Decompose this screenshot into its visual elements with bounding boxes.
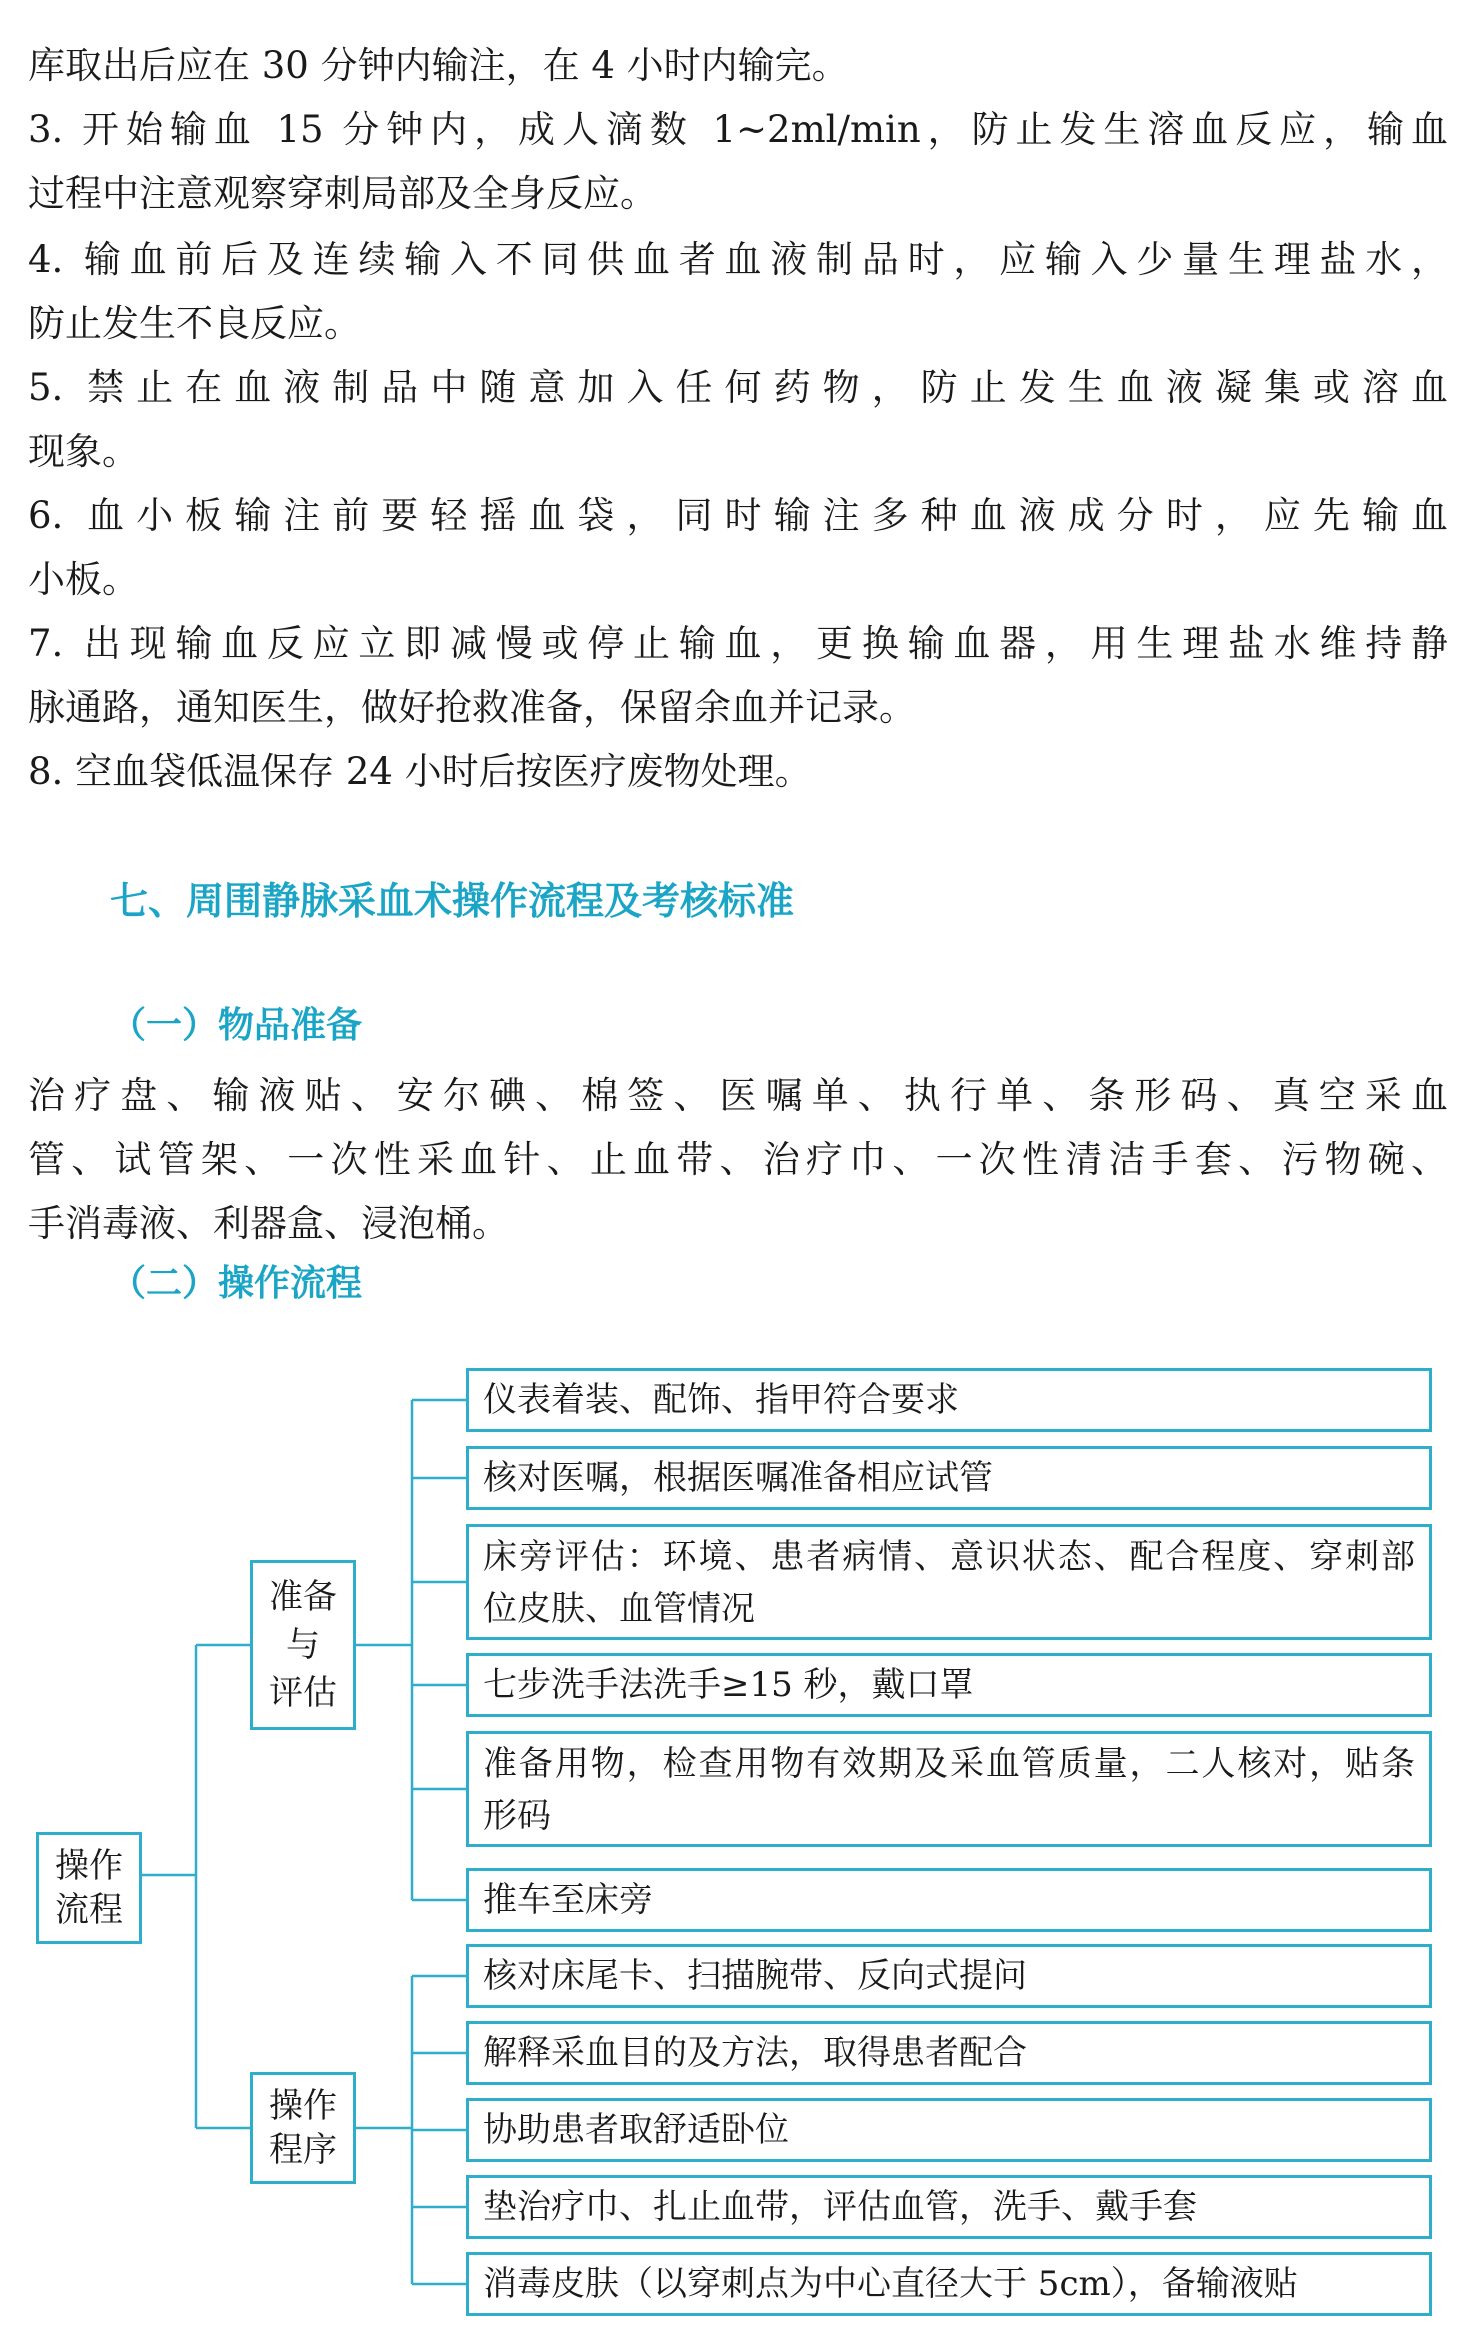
subsection-supplies-title: （一）物品准备 <box>110 1005 363 1046</box>
flow-proc-item <box>466 1944 1432 2008</box>
flow-proc-item <box>466 2021 1432 2085</box>
paragraph-4-line-2: 防止发生不良反应。 <box>28 302 361 345</box>
paragraph-7-line-2: 脉通路，通知医生，做好抢救准备，保留余血并记录。 <box>28 686 916 729</box>
flow-prep-item-text: 七步洗手法洗手≥15 秒，戴口罩 <box>483 1665 974 1705</box>
flow-prep-item-text: 仪表着装、配饰、指甲符合要求 <box>483 1380 959 1420</box>
flow-proc-item-text: 协助患者取舒适卧位 <box>483 2110 789 2150</box>
flow-prep-item-text-line-2: 形码 <box>483 1796 551 1836</box>
flow-proc-item <box>466 2175 1432 2239</box>
paragraph-6-line-2: 小板。 <box>28 558 139 601</box>
paragraph-line: 库取出后应在 30 分钟内输注，在 4 小时内输完。 <box>28 44 849 87</box>
flow-prep-item <box>466 1868 1432 1932</box>
paragraph-4-line-1: 4. 输血前后及连续输入不同供血者血液制品时，应输入少量生理盐水， <box>28 238 1448 281</box>
flow-prep-item-text-line-1: 床旁评估：环境、患者病情、意识状态、配合程度、穿刺部 <box>483 1537 1415 1577</box>
flow-prep-item <box>466 1731 1432 1847</box>
flow-prep-item <box>466 1524 1432 1640</box>
supplies-line-2: 管、试管架、一次性采血针、止血带、治疗巾、一次性清洁手套、污物碗、 <box>28 1138 1448 1181</box>
flow-prep-item-text-line-2: 位皮肤、血管情况 <box>483 1589 755 1629</box>
flow-proc-item <box>466 2098 1432 2162</box>
paragraph-6-line-1: 6. 血小板输注前要轻摇血袋，同时输注多种血液成分时，应先输血 <box>28 494 1448 537</box>
paragraph-3-line-2: 过程中注意观察穿刺局部及全身反应。 <box>28 172 657 215</box>
flow-proc-item-text: 垫治疗巾、扎止血带，评估血管，洗手、戴手套 <box>483 2187 1197 2227</box>
paragraph-5-line-1: 5. 禁止在血液制品中随意加入任何药物，防止发生血液凝集或溶血 <box>28 366 1448 409</box>
flow-prep-item-text-line-1: 准备用物，检查用物有效期及采血管质量，二人核对，贴条 <box>483 1744 1415 1784</box>
supplies-line-3: 手消毒液、利器盒、浸泡桶。 <box>28 1202 509 1245</box>
section-title: 七、周围静脉采血术操作流程及考核标准 <box>110 879 795 923</box>
flow-group-prep: 准备 与 评估 <box>250 1560 356 1730</box>
flow-prep-item-text: 推车至床旁 <box>483 1880 653 1920</box>
flow-proc-item <box>466 2252 1432 2316</box>
paragraph-5-line-2: 现象。 <box>28 430 139 473</box>
flow-root-node: 操作 流程 <box>36 1832 142 1944</box>
paragraph-8: 8. 空血袋低温保存 24 小时后按医疗废物处理。 <box>28 750 812 793</box>
flow-group-proc: 操作 程序 <box>250 2072 356 2184</box>
flow-proc-item-text: 解释采血目的及方法，取得患者配合 <box>483 2033 1027 2073</box>
subsection-flow-title: （二）操作流程 <box>110 1263 363 1304</box>
flow-prep-item <box>466 1446 1432 1510</box>
flow-proc-item-text: 核对床尾卡、扫描腕带、反向式提问 <box>483 1956 1027 1996</box>
flow-prep-item <box>466 1368 1432 1432</box>
paragraph-3-line-1: 3. 开始输血 15 分钟内，成人滴数 1~2ml/min，防止发生溶血反应，输血 <box>28 108 1448 151</box>
flow-proc-item-text: 消毒皮肤（以穿刺点为中心直径大于 5cm），备输液贴 <box>483 2264 1298 2304</box>
supplies-line-1: 治疗盘、输液贴、安尔碘、棉签、医嘱单、执行单、条形码、真空采血 <box>28 1074 1448 1117</box>
flow-prep-item <box>466 1653 1432 1717</box>
paragraph-7-line-1: 7. 出现输血反应立即减慢或停止输血，更换输血器，用生理盐水维持静 <box>28 622 1448 665</box>
flow-prep-item-text: 核对医嘱，根据医嘱准备相应试管 <box>483 1458 993 1498</box>
